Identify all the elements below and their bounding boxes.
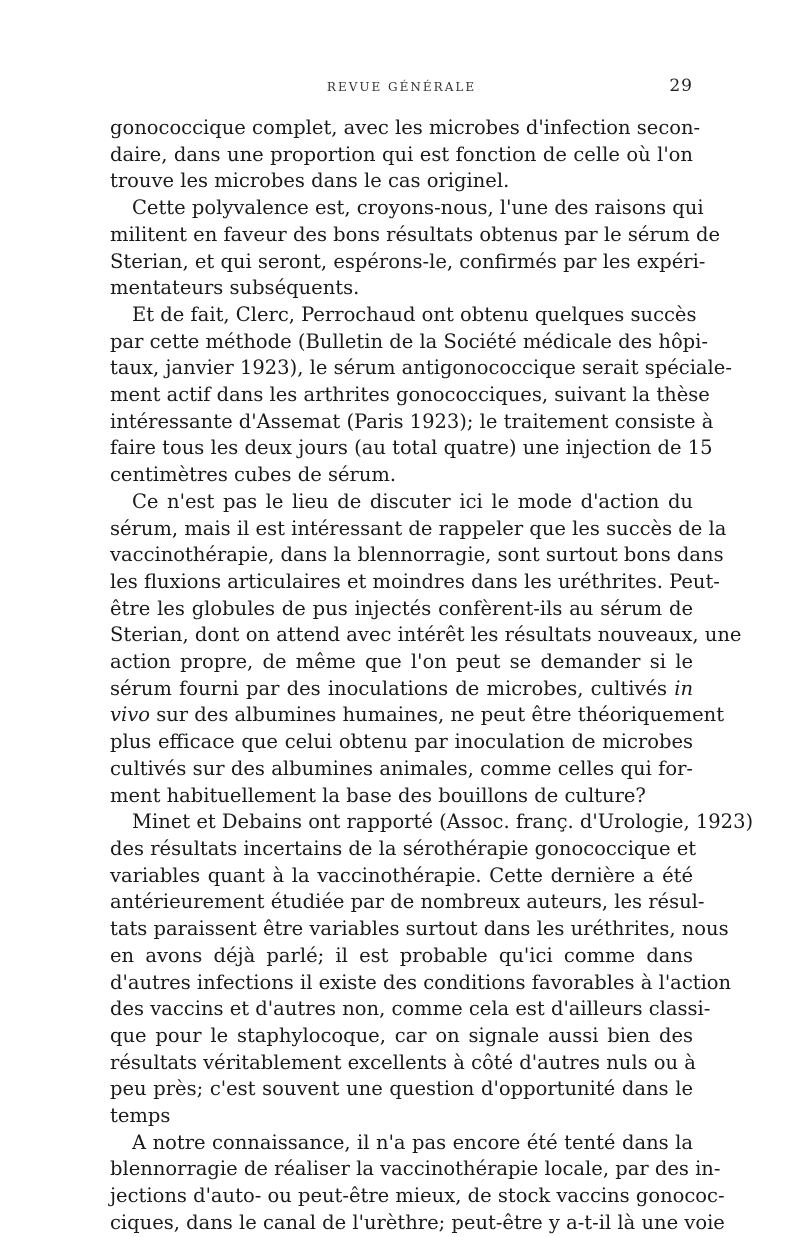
text-line: résultats véritablement excellents à côté d'autres nuls ou à (110, 1050, 696, 1074)
text-line: action propre, de même que l'on peut se demander si le (110, 650, 693, 674)
text-line: Minet et Debains ont rapporté (Assoc. franç. d'Urologie, 1923) (132, 810, 754, 834)
text-line: variables quant à la vaccinothérapie. Cette dernière a été (110, 863, 693, 887)
text-line: par cette méthode (Bulletin de la Société médicale des hôpi- (110, 329, 708, 353)
text-line: vaccinothérapie, dans la blennorragie, sont surtout bons dans (110, 543, 724, 567)
text-line: A notre connaissance, il n'a pas encore été tenté dans la (132, 1130, 693, 1154)
text-line: Ce n'est pas le lieu de discuter ici le mode d'action du (132, 489, 693, 513)
text-line: être les globules de pus injectés confèrent-ils au sérum de (110, 596, 693, 620)
text-line: temps (110, 1104, 171, 1128)
text-line: Et de fait, Clerc, Perrochaud ont obtenu quelques succès (132, 302, 697, 326)
text-line: Sterian, et qui seront, espérons-le, confirmés par les expéri- (110, 249, 706, 273)
text-line: blennorragie de réaliser la vaccinothérapie locale, par des in- (110, 1157, 721, 1181)
text-line: trouve les microbes dans le cas originel. (110, 169, 510, 193)
text-line: centimètres cubes de sérum. (110, 463, 397, 487)
text-line: en avons déjà parlé; il est probable qu'ici comme dans (110, 943, 693, 967)
text-line: peu près; c'est souvent une question d'opportunité dans le (110, 1077, 693, 1101)
text-line: cultivés sur des albumines animales, comme celles qui for- (110, 756, 693, 780)
text-line: antérieurement étudiée par de nombreux auteurs, les résul- (110, 890, 705, 914)
running-title: REVUE GÉNÉRALE (326, 80, 477, 94)
page-number: 29 (669, 76, 693, 96)
text-line: les fluxions articulaires et moindres dans les uréthrites. Peut- (110, 569, 720, 593)
text-line: plus efficace que celui obtenu par inoculation de microbes (110, 730, 693, 754)
text-line: Cette polyvalence est, croyons-nous, l'une des raisons qui (132, 196, 704, 220)
text-line: militent en faveur des bons résultats obtenus par le sérum de (110, 222, 720, 246)
text-line: ciques, dans le canal de l'urèthre; peut-être y a-t-il là une voie (110, 1210, 725, 1234)
text-line: jections d'auto- ou peut-être mieux, de stock vaccins gonococ- (110, 1184, 725, 1208)
text-line: Sterian, dont on attend avec intérêt les résultats nouveaux, une (110, 623, 742, 647)
text-line: faire tous les deux jours (au total quatre) une injection de 15 (110, 436, 713, 460)
text-line: sérum, mais il est intéressant de rappeler que les succès de la (110, 516, 727, 540)
text-line: mentateurs subséquents. (110, 276, 360, 300)
text-line: des résultats incertains de la sérothérapie gonococcique et (110, 836, 697, 860)
text-line: daire, dans une proportion qui est fonction de celle où l'on (110, 142, 693, 166)
text-line: tats paraissent être variables surtout dans les uréthrites, nous (110, 917, 729, 941)
text-line: taux, janvier 1923), le sérum antigonococcique serait spéciale- (110, 356, 732, 380)
text-line: des vaccins et d'autres non, comme cela est d'ailleurs classi- (110, 997, 711, 1021)
text-line: vivo sur des albumines humaines, ne peut être théoriquement (110, 703, 725, 727)
text-line: ment actif dans les arthrites gonococciques, suivant la thèse (110, 383, 710, 407)
text-line: gonococcique complet, avec les microbes d'infection secon- (110, 116, 701, 139)
text-line: d'autres infections il existe des conditions favorables à l'action (110, 970, 732, 994)
text-line: intéressante d'Assemat (Paris 1923); le traitement consiste à (110, 409, 714, 433)
text-line: sérum fourni par des inoculations de microbes, cultivés in (110, 676, 693, 700)
running-header (110, 72, 693, 102)
text-line: que pour le staphylocoque, car on signale aussi bien des (110, 1023, 693, 1047)
body-text (110, 115, 754, 1237)
text-line: ment habituellement la base des bouillons de culture? (110, 783, 646, 807)
